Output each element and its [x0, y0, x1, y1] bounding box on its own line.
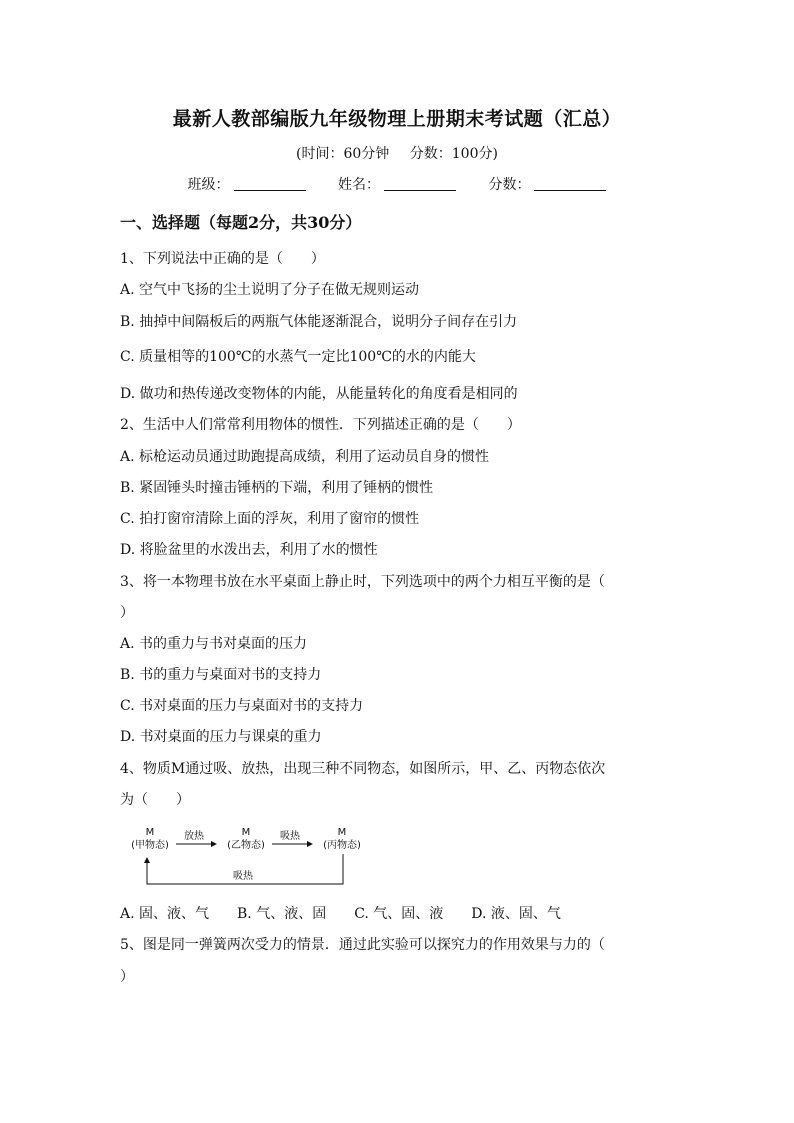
arrow1-label: 放热	[184, 831, 204, 842]
student-info	[0, 174, 794, 194]
q3-option-a: A. 书的重力与书对桌面的压力	[120, 636, 308, 652]
section-title: 一、选择题（每题2分，共30分）	[120, 213, 362, 232]
q5-stem-end: ）	[120, 969, 134, 985]
q5-stem: 5、图是同一弹簧两次受力的情景．通过此实验可以探究力的作用效果与力的（	[120, 937, 605, 953]
score-info: 分数：100分)	[409, 146, 498, 162]
phase-change-diagram	[118, 824, 378, 888]
arrow3-label: 吸热	[233, 871, 253, 882]
class-label: 班级：	[187, 177, 230, 193]
q3-stem: 3、将一本物理书放在水平桌面上静止时，下列选项中的两个力相互平衡的是（	[120, 574, 605, 590]
class-field	[188, 174, 306, 194]
q1-option-d: D. 做功和热传递改变物体的内能，从能量转化的角度看是相同的	[120, 386, 518, 402]
state1-m-label: M	[145, 827, 155, 838]
score-field	[488, 174, 606, 194]
q2-stem: 2、生活中人们常常利用物体的惯性．下列描述正确的是（ ）	[120, 417, 521, 433]
q2-option-a: A. 标枪运动员通过助跑提高成绩，利用了运动员自身的惯性	[120, 449, 490, 465]
q4-options: A. 固、液、气 B. 气、液、固 C. 气、固、液 D. 液、固、气	[120, 906, 561, 922]
state2-label: (乙物态)	[227, 840, 265, 851]
q1-option-b: B. 抽掉中间隔板后的两瓶气体能逐渐混合，说明分子间存在引力	[120, 314, 518, 330]
time-info: (时间：60分钟	[296, 146, 390, 162]
q2-option-d: D. 将脸盆里的水泼出去，利用了水的惯性	[120, 542, 378, 558]
score-label: 分数：	[488, 177, 531, 193]
q2-option-c: C. 拍打窗帘清除上面的浮灰，利用了窗帘的惯性	[120, 511, 420, 527]
exam-meta	[0, 143, 794, 163]
name-field	[338, 174, 456, 194]
state1-label: (甲物态)	[131, 840, 169, 851]
arrow2-label: 吸热	[280, 831, 300, 842]
state2-m-label: M	[241, 827, 251, 838]
q2-option-b: B. 紧固锤头时撞击锤柄的下端，利用了锤柄的惯性	[120, 480, 434, 496]
q3-option-c: C. 书对桌面的压力与桌面对书的支持力	[120, 698, 364, 714]
q4-stem: 4、物质M通过吸、放热，出现三种不同物态，如图所示，甲、乙、丙物态依次	[120, 761, 606, 777]
name-label: 姓名：	[338, 177, 380, 193]
page-title: 最新人教部编版九年级物理上册期末考试题（汇总）	[172, 108, 622, 130]
q1-option-c: C. 质量相等的100℃的水蒸气一定比100℃的水的内能大	[120, 349, 476, 365]
state3-m-label: M	[337, 827, 347, 838]
name-blank[interactable]	[384, 176, 456, 191]
state3-label: (丙物态)	[323, 840, 361, 851]
q1-option-a: A. 空气中飞扬的尘土说明了分子在做无规则运动	[120, 282, 420, 298]
q4-stem-end: 为（ ）	[120, 792, 190, 808]
score-blank[interactable]	[534, 176, 606, 191]
q3-stem-end: ）	[120, 605, 134, 621]
q1-stem: 1、下列说法中正确的是（ ）	[120, 251, 325, 267]
q3-option-d: D. 书对桌面的压力与课桌的重力	[120, 729, 322, 745]
q3-option-b: B. 书的重力与桌面对书的支持力	[120, 667, 322, 683]
class-blank[interactable]	[234, 176, 306, 191]
